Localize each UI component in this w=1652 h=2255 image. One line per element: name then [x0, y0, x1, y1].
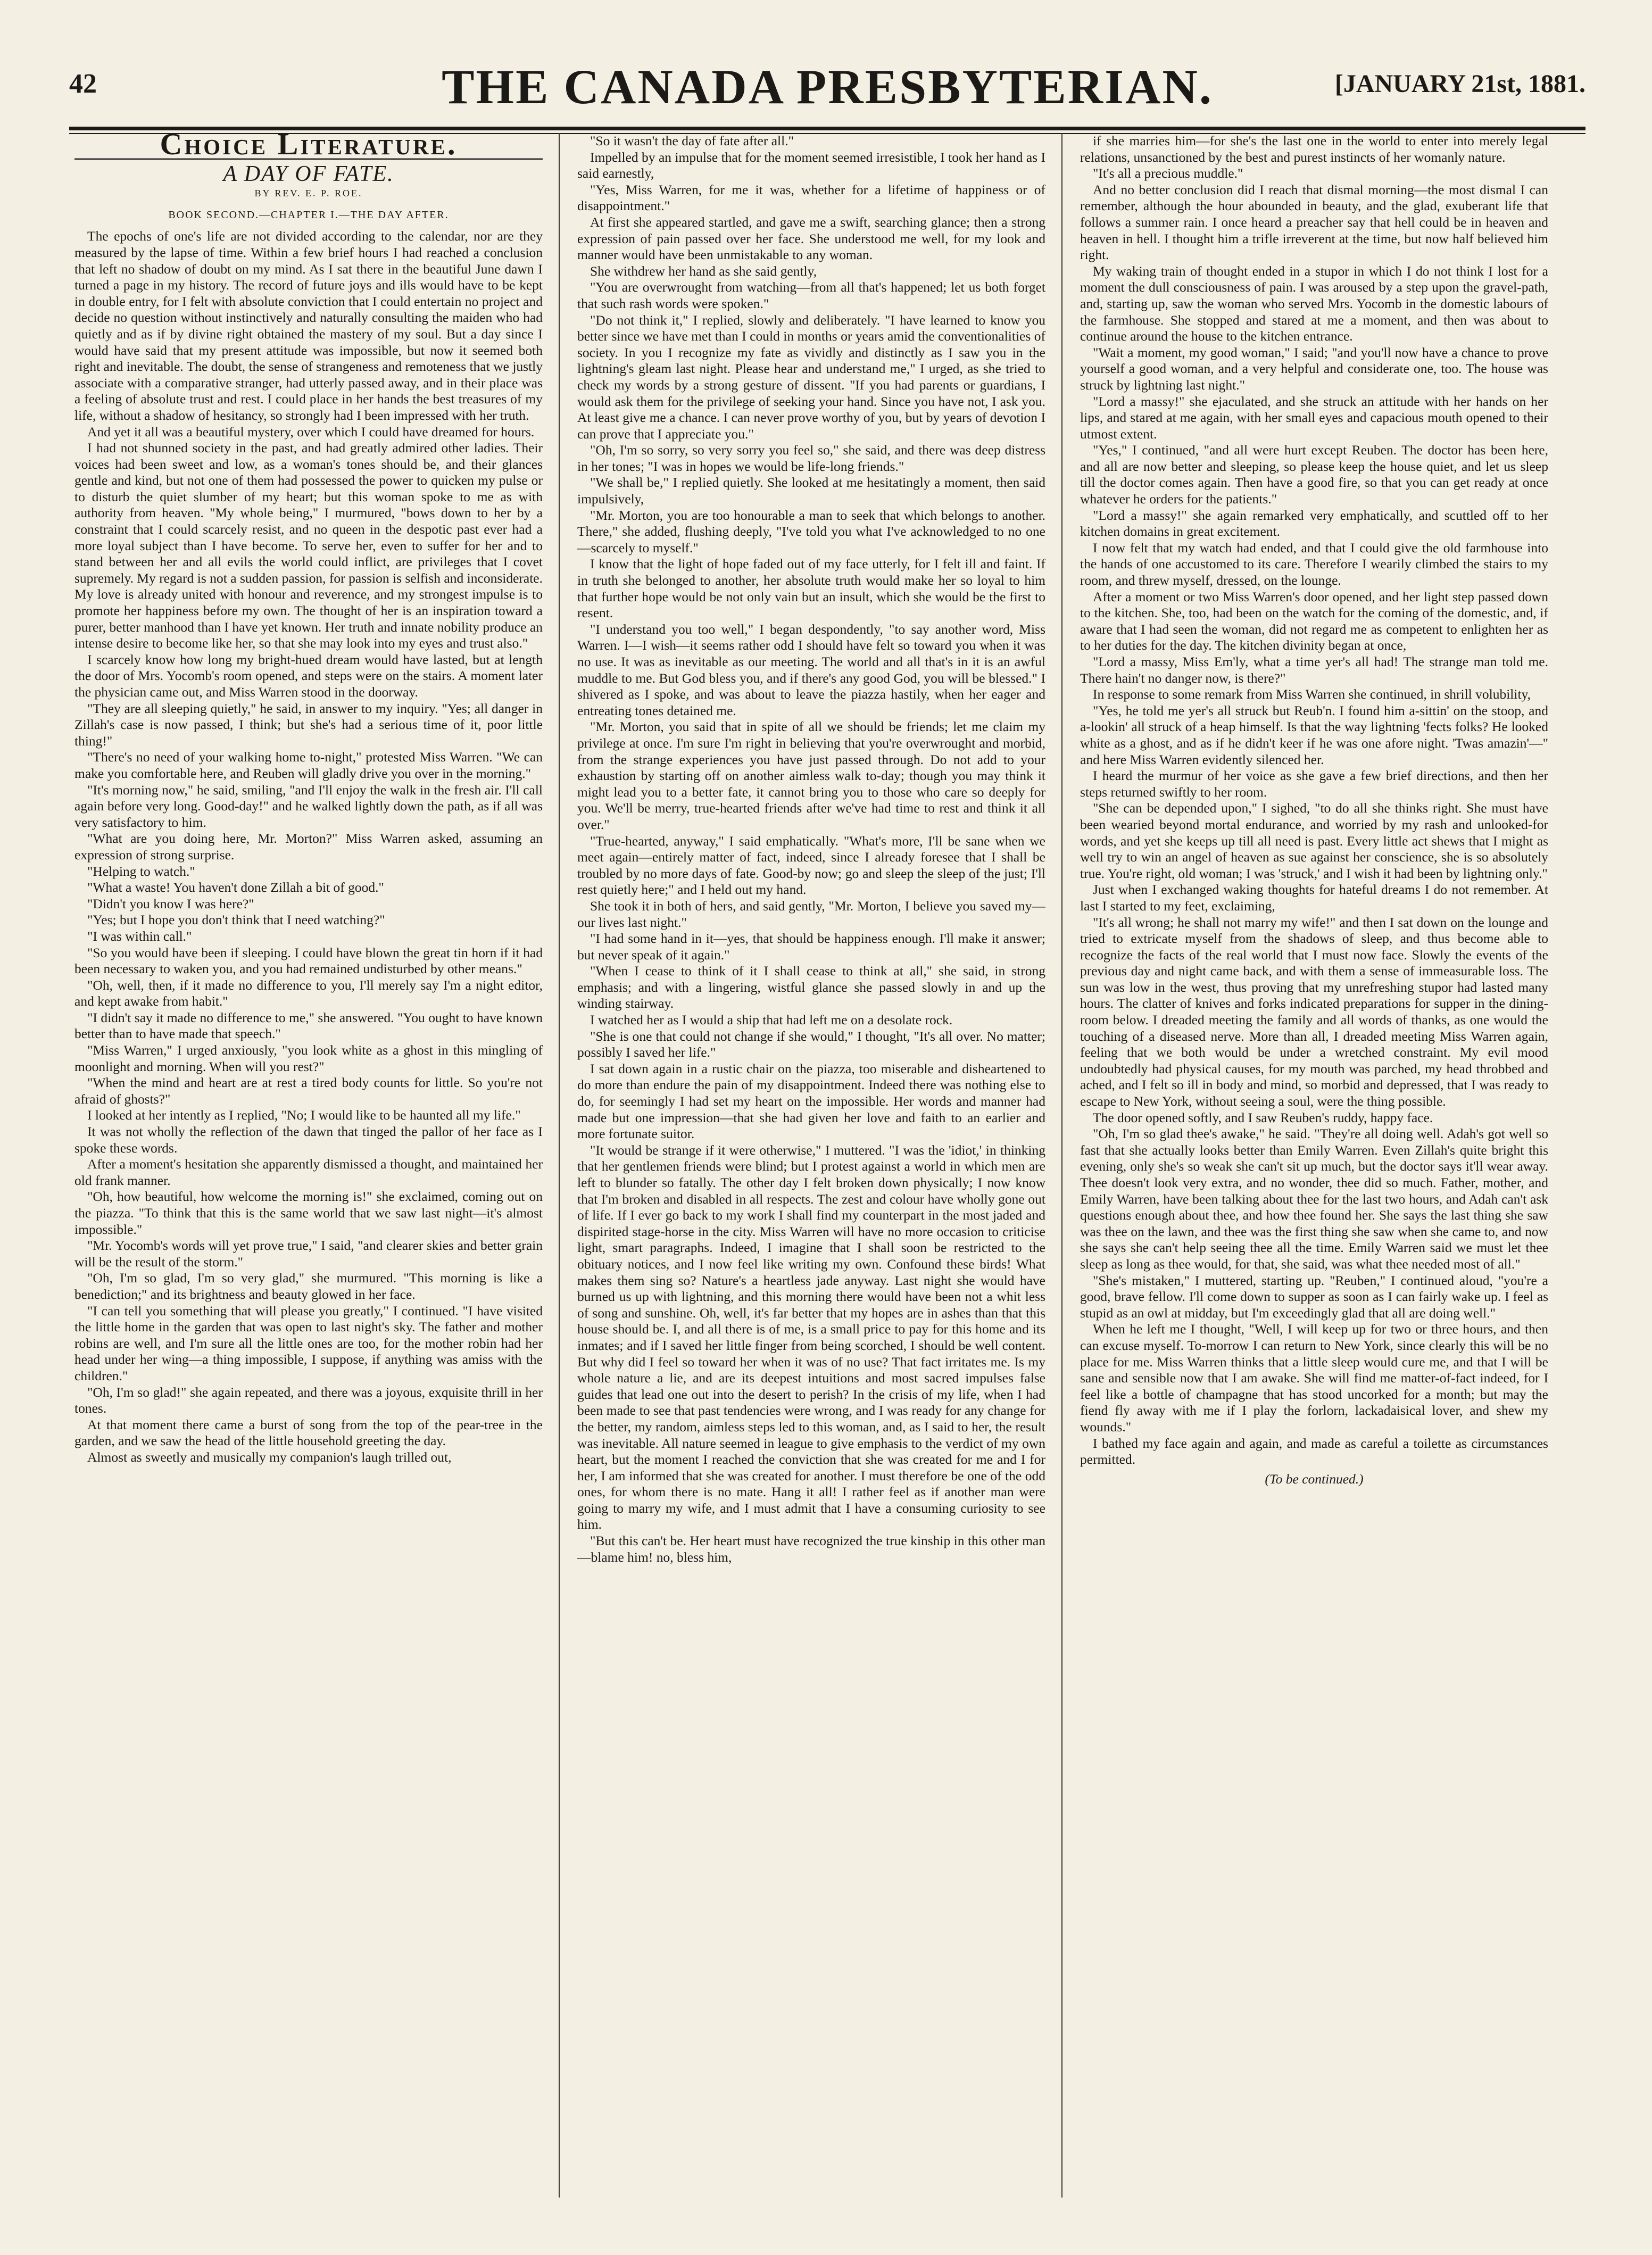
paragraph: "You are overwrought from watching—from all that's happened; let us both forget that such rash words were spoken." [577, 279, 1045, 311]
paragraph: "It's all a precious muddle." [1093, 165, 1243, 181]
column-divider [559, 133, 560, 2198]
paragraph: After a moment's hesitation she apparently dismissed a thought, and maintained her old frank manner. [74, 1156, 543, 1188]
paragraph: I had not shunned society in the past, and had greatly admired other ladies. Their voices had been sweet and low, as a woman's tones should be, and their glances gentle and kind, but not one of them had possessed the power to quicken my pulse or to disturb the quiet slumber of my heart; but this woman spoke to me as with authority from heaven. "My whole being," I murmured, "bows down to her by a constraint that I could scarcely resist, and no queen in the despotic past ever had a more loyal subject than I have become. To serve her, even to suffer for her and to stand between her and all evils the world could inflict, are privileges that I covet supremely. My regard is not a sudden passion, for passion is selfish and inconsiderate. My love is already united with honour and reverence, and my strongest impulse is to promote her happiness before my own. The thought of her is an inspiration toward a purer, better manhood than I have yet known. Her truth and innate nobility produce an intense desire to become like her, so that she may look into my eyes and trust also." [74, 440, 543, 651]
paragraph: "Oh, I'm so glad, I'm so very glad," she murmured. "This morning is like a benediction;" and its brightness and beauty glowed in her face. [74, 1270, 543, 1302]
paragraph: "Didn't you know I was here?" [87, 896, 254, 911]
paragraph: "It's all wrong; he shall not marry my wife!" and then I sat down on the lounge and tried to extricate myself from the shadows of sleep, and thus become able to recognize the facts of the real world that I must now face. Slowly the events of the previous day and night came back, and with them a sense of immeasurable loss. The sun was low in the west, thus proving that my unrefreshing stupor had lasted many hours. The clatter of knives and forks indicated preparations for supper in the dining-room below. I dreaded meeting the family and all words of thanks, as one would the touching of a diseased nerve. More than all, I dreaded meeting Miss Warren again, feeling that we both would be under a wretched constraint. My evil mood undoubtedly had physical causes, for my mouth was parched, my head throbbed and ached, and I felt so ill in body and mind, so morbid and depressed, that I was ready to escape to New York, without seeing a soul, were the thing possible. [1080, 914, 1548, 1109]
paragraph: if she marries him—for she's the last one in the world to enter into merely legal relations, unsanctioned by the best and purest instincts of her womanly nature. [1080, 133, 1548, 165]
page-number: 42 [69, 69, 97, 99]
paragraph: I heard the murmur of her voice as she gave a few brief directions, and then her steps returned swiftly to her room. [1080, 768, 1548, 800]
section-title: Choice Literature. [74, 136, 543, 160]
paragraph: "Mr. Morton, you are too honourable a man to seek that which belongs to another. There," she added, flushing deeply, "I've told you what I've acknowledged to no one—scarcely to myself." [577, 507, 1045, 556]
paragraph: "I had some hand in it—yes, that should be happiness enough. I'll make it answer; but never speak of it again." [577, 931, 1045, 963]
paragraph: "Oh, I'm so glad thee's awake," he said. "They're all doing well. Adah's got well so fast that she actually looks better than Emily Warren. Even Zillah's quite bright this evening, only she's so weak she can't sit up much, but the doctor says it'll wear away. Thee doesn't look very extra, and no wonder, thee did so much. Father, mother, and Emily Warren, have been talking about thee for the last two hours, and Adah can't ask questions enough about thee, and how thee found her. She says the last thing she saw was thee on the lawn, and thee was the first thing she saw when she came to, and now she says she can't help seeing thee all the time. Emily Warren said we must let thee sleep as long as thee would, for that, she said, was what thee needed most of all." [1080, 1126, 1548, 1272]
paragraph: "Helping to watch." [87, 863, 195, 879]
column-1-text [74, 228, 543, 1465]
story-title: A DAY OF FATE. [223, 161, 394, 186]
paragraph: "True-hearted, anyway," I said emphatically. "What's more, I'll be sane when we meet again—entirely matter of fact, indeed, since I already foresee that I shall be troubled by no more days of fate. Good-by now; go and sleep the sleep of the just; I'll rest quietly here;" and I held out my hand. [577, 833, 1045, 898]
paragraph: "So you would have been if sleeping. I could have blown the great tin horn if it had been necessary to waken you, and you had remained undisturbed by other means." [74, 944, 543, 977]
paragraph: "Yes, he told me yer's all struck but Reub'n. I found him a-sittin' on the stoop, and a-lookin' all struck of a heap himself. Is that the way lightning 'fects folks? He looked white as a ghost, and as if he didn't keer if he was one afore night. 'Twas amazin'—" and here Miss Warren evidently silenced her. [1080, 702, 1548, 767]
column-2 [577, 133, 1045, 2198]
paragraph: "Yes, Miss Warren, for me it was, whether for a lifetime of happiness or of disappointment." [577, 181, 1045, 214]
paragraph: "She can be depended upon," I sighed, "to do all she thinks right. She must have been wearied beyond mortal endurance, and worried by my rash and unlooked-for words, and yet she keeps up till all need is past. Every little act shews that I might as well try to win an angel of heaven as sue against her conscience, she is so absolutely true. You're right, old woman; I was 'struck,' and I wish it had been by lightning only." [1080, 800, 1548, 881]
column-divider [1061, 133, 1062, 2198]
paragraph: "Lord a massy, Miss Em'ly, what a time yer's all had! The strange man told me. There hain't no danger now, is there?" [1080, 654, 1548, 686]
paragraph: "So it wasn't the day of fate after all." [590, 133, 794, 148]
paragraph: I bathed my face again and again, and made as careful a toilette as circumstances permitted. [1080, 1435, 1548, 1468]
paragraph: And yet it all was a beautiful mystery, over which I could have dreamed for hours. [87, 424, 535, 440]
paragraph: "What are you doing here, Mr. Morton?" Miss Warren asked, assuming an expression of strong surprise. [74, 831, 543, 863]
paragraph: "They are all sleeping quietly," he said, in answer to my inquiry. "Yes; all danger in Zillah's case is now passed, I think; but she's had a serious time of it, poor little thing!" [74, 700, 543, 749]
issue-date: [JANUARY 21st, 1881. [1334, 70, 1585, 98]
paragraph: She withdrew her hand as she said gently, [590, 263, 817, 279]
paragraph: "I can tell you something that will please you greatly," I continued. "I have visited the little home in the garden that was open to last night's sky. The father and mother robins are well, and I'm sure all the little ones are too, for the mother robin had her head under her wing—a thing impossible, I suppose, if anything was amiss with the children." [74, 1303, 543, 1383]
paragraph: I looked at her intently as I replied, "No; I would like to be haunted all my life." [87, 1107, 521, 1123]
paragraph: I scarcely know how long my bright-hued dream would have lasted, but at length the door of Mrs. Yocomb's room opened, and steps were on the stairs. A moment later the physician came out, and Miss Warren stood in the doorway. [74, 651, 543, 700]
paragraph: "Miss Warren," I urged anxiously, "you look white as a ghost in this mingling of moonlight and morning. When will you rest?" [74, 1042, 543, 1074]
paragraph: The epochs of one's life are not divided according to the calendar, nor are they measured by the lapse of time. Within a few brief hours I had reached a conclusion that left no shadow of doubt on my mind. As I sat there in the beautiful June dawn I turned a page in my history. The record of future joys and ills would have to be kept in double entry, for I felt with absolute conviction that I could entertain no project and decide no question without instinctively and naturally consulting the maiden who had quietly and as if by divine right obtained the mastery of my soul. But a day since I would have said that my present attitude was impossible, but now it seemed both right and inevitable. The doubt, the sense of strangeness and remoteness that we justly associate with a comparative stranger, had utterly passed away, and in their place was a feeling of absolute trust and rest. I could place in her hands the best treasures of my life, without a shadow of hesitancy, so strongly had I been impressed with her truth. [74, 228, 543, 423]
paragraph: "Wait a moment, my good woman," I said; "and you'll now have a chance to prove yourself a good woman, and a very helpful and considerate one, too. The house was struck by lightning last night." [1080, 344, 1548, 393]
paragraph: "I didn't say it made no difference to me," she answered. "You ought to have known better than to have made that speech." [74, 1009, 543, 1042]
paragraph: "Do not think it," I replied, slowly and deliberately. "I have learned to know you better since we have met than I could in months or years amid the conventionalities of society. In you I recognize my fate as vividly and distinctly as I saw you in the lightning's gleam last night. Please hear and understand me," I urged, as she tried to check my words by a strong gesture of dissent. "If you had parents or guardians, I would ask them for the privilege of seeking your hand. Since you have not, I ask you. At least give me a chance. I can never prove worthy of you, but by years of devotion I can prove that I appreciate you." [577, 312, 1045, 442]
paragraph: I know that the light of hope faded out of my face utterly, for I felt ill and faint. If in truth she belonged to another, her absolute truth would make her so loyal to him that further hope would be not only vain but an insult, which she would be the first to resent. [577, 556, 1045, 621]
paragraph: I now felt that my watch had ended, and that I could give the old farmhouse into the hands of one accustomed to its care. Therefore I wearily climbed the stairs to my room, and threw myself, dressed, on the lounge. [1080, 540, 1548, 588]
paragraph: "We shall be," I replied quietly. She looked at me hesitatingly a moment, then said impulsively, [577, 475, 1045, 507]
paragraph: "I understand you too well," I began despondently, "to say another word, Miss Warren. I—I wish—it seems rather odd I should have felt so toward you when it was no use. It was as inevitable as our meeting. The world and all that's in it is an awful muddle to me. But God bless you, and if there's any good God, you will be blessed." I shivered as I spoke, and was about to leave the piazza hastily, when her eager and entreating tones detained me. [577, 621, 1045, 718]
column-2-text [577, 133, 1045, 1565]
story-byline: BY REV. E. P. ROE. [254, 188, 363, 199]
paragraph: "Mr. Yocomb's words will yet prove true," I said, "and clearer skies and better grain will be the result of the storm." [74, 1238, 543, 1270]
paragraph: Impelled by an impulse that for the moment seemed irresistible, I took her hand as I said earnestly, [577, 149, 1045, 181]
paragraph: "But this can't be. Her heart must have recognized the true kinship in this other man—blame him! no, bless him, [577, 1533, 1045, 1565]
paragraph: The door opened softly, and I saw Reuben's ruddy, happy face. [1093, 1109, 1433, 1125]
paragraph: "Yes," I continued, "and all were hurt except Reuben. The doctor has been here, and all are now better and sleeping, so please keep the house quiet, and let us sleep till the doctor comes again. Then have a good fire, so that you can get ready at once whatever he orders for the patients." [1080, 442, 1548, 507]
publication-title: THE CANADA PRESBYTERIAN. [442, 60, 1213, 114]
paragraph: Almost as sweetly and musically my companion's laugh trilled out, [87, 1449, 452, 1465]
paragraph: At first she appeared startled, and gave me a swift, searching glance; then a strong expression of pain passed over her face. She understood me well, for my look and manner would have been unmistakable to any woman. [577, 214, 1045, 263]
paragraph: After a moment or two Miss Warren's door opened, and her light step passed down to the kitchen. She, too, had been on the watch for the coming of the domestic, and, if aware that I had seen the woman, did not regard me as competent to enlighten her as to her duties for the day. The kitchen divinity began at once, [1080, 588, 1548, 653]
paragraph: "Oh, well, then, if it made no difference to you, I'll merely say I'm a night editor, and kept awake from habit." [74, 977, 543, 1009]
paragraph: "She's mistaken," I muttered, starting up. "Reuben," I continued aloud, "you're a good, brave fellow. I'll come down to supper as soon as I can fairly wake up. I feel as stupid as an owl at midday, but I'm exceedingly glad that all are doing well." [1080, 1272, 1548, 1321]
header-rule [69, 127, 1585, 130]
paragraph: "Lord a massy!" she again remarked very emphatically, and scuttled off to her kitchen domains in great excitement. [1080, 507, 1548, 540]
paragraph: My waking train of thought ended in a stupor in which I do not think I lost for a moment the dull consciousness of pain. I was aroused by a step upon the gravel-path, and, starting up, saw the woman who served Mrs. Yocomb in the domestic labours of the farmhouse. She stopped and stared at me a moment, and then was about to continue around the house to the kitchen entrance. [1080, 263, 1548, 344]
paragraph: "When I cease to think of it I shall cease to think at all," she said, in strong emphasis; and with a lingering, wistful glance she passed slowly in and up the winding stairway. [577, 963, 1045, 1012]
paragraph: At that moment there came a burst of song from the top of the pear-tree in the garden, and we saw the head of the little household greeting the day. [74, 1416, 543, 1449]
paragraph: "It would be strange if it were otherwise," I muttered. "I was the 'idiot,' in thinking that her gentlemen friends were blind; but I protest against a world in which men are left to blunder so fatally. The other day I felt broken down physically; I now know that I'm broken and disabled in all respects. The zest and colour have wholly gone out of life. If I ever go back to my work I shall find my counterpart in the most jaded and dispirited stage-horse in the city. Miss Warren will have no more occasion to criticise light, smart paragraphs. Indeed, I imagine that I shall soon be restricted to the obituary notices, and I now feel like writing my own. Confound these birds! What makes them sing so? Nature's a heartless jade anyway. Last night she would have burned us up with lightning, and this morning there would have been not a whit less of song and sunshine. Oh, well, it's far better that my hopes are in ashes than that this house should be. I, and all there is of me, is a small price to pay for this home and its inmates; and if I saved her little finger from being scorched, I should be well content. But why did I feel so toward her when it was of no use? That fact irritates me. Is my whole nature a lie, and are its deepest intuitions and most sacred impulses false guides that lead one out into the desert to perish? In the crisis of my life, when I had been made to see that past tendencies were wrong, and I was ready for any change for the better, my random, aimless steps led to this woman, and, as I said to her, the result was inevitable. All nature seemed in league to give emphasis to the verdict of my own heart, but the moment I reached the conviction that she was created for me and I for her, I am informed that she was created for another. I must therefore be one of the odd ones, for whom there is no mate. Hang it all! I rather feel as if another man were going to marry my wife, and I must admit that I have a consuming curiosity to see him. [577, 1142, 1045, 1532]
paragraph: "Oh, how beautiful, how welcome the morning is!" she exclaimed, coming out on the piazza. "To think that this is the same world that we saw last night—it's almost impossible." [74, 1189, 543, 1237]
to-be-continued: (To be continued.) [1265, 1471, 1364, 1487]
paragraph: It was not wholly the reflection of the dawn that tinged the pallor of her face as I spoke these words. [74, 1124, 543, 1156]
column-3 [1080, 133, 1548, 2198]
column-3-text [1080, 133, 1548, 1468]
page-header [69, 47, 1585, 127]
paragraph: I sat down again in a rustic chair on the piazza, too miserable and disheartened to do more than endure the pain of my disappointment. Indeed there was nothing else to do, for seemingly I had set my heart on the impossible. Her words and manner had made but one impression—that she had given her love and faith to an earlier and more fortunate suitor. [577, 1060, 1045, 1142]
paragraph: "Lord a massy!" she ejaculated, and she struck an attitude with her hands on her lips, and stared at me again, with her small eyes and capacious mouth opened to their utmost extent. [1080, 393, 1548, 442]
paragraph: Just when I exchanged waking thoughts for hateful dreams I do not remember. At last I started to my feet, exclaiming, [1080, 882, 1548, 914]
paragraph: "I was within call." [87, 928, 192, 944]
chapter-heading: BOOK SECOND.—CHAPTER I.—THE DAY AFTER. [168, 209, 449, 221]
paragraph: "She is one that could not change if she would," I thought, "It's all over. No matter; possibly I saved her life." [577, 1028, 1045, 1060]
paragraph: "It's morning now," he said, smiling, "and I'll enjoy the walk in the fresh air. I'll call again before very long. Good-day!" and he walked lightly down the path, as if all was very satisfactory to him. [74, 782, 543, 830]
paragraph: "Yes; but I hope you don't think that I need watching?" [87, 912, 385, 928]
paragraph: In response to some remark from Miss Warren she continued, in shrill volubility, [1093, 686, 1531, 702]
paragraph: "Oh, I'm so sorry, so very sorry you feel so," she said, and there was deep distress in her tones; "I was in hopes we would be life-long friends." [577, 442, 1045, 474]
paragraph: "There's no need of your walking home to-night," protested Miss Warren. "We can make you comfortable here, and Reuben will gladly drive you over in the morning." [74, 749, 543, 781]
paragraph: "What a waste! You haven't done Zillah a bit of good." [87, 880, 384, 896]
paragraph: She took it in both of hers, and said gently, "Mr. Morton, I believe you saved my—our lives last night." [577, 898, 1045, 930]
paragraph: And no better conclusion did I reach that dismal morning—the most dismal I can remember, although the hour abounded in beauty, and the glad, exuberant life that follows a summer rain. I once heard a preacher say that hell could be in heaven and heaven in hell. I thought him a trifle irreverent at the time, but now half believed him right. [1080, 181, 1548, 263]
paragraph: When he left me I thought, "Well, I will keep up for two or three hours, and then can excuse myself. To-morrow I can return to New York, since clearly this will be no place for me. Miss Warren thinks that a little sleep would cure me, and that I will be sane and sensible now that I am awake. She will find me matter-of-fact indeed, for I feel like a bottle of champagne that has stood uncorked for a month; but may the fiend fly away with me if I play the forlorn, lackadaisical lover, and shew my wounds." [1080, 1321, 1548, 1435]
paragraph: "Oh, I'm so glad!" she again repeated, and there was a joyous, exquisite thrill in her tones. [74, 1384, 543, 1416]
paragraph: I watched her as I would a ship that had left me on a desolate rock. [590, 1012, 953, 1028]
column-1 [74, 133, 543, 2198]
paragraph: "Mr. Morton, you said that in spite of all we should be friends; let me claim my privilege at once. I'm sure I'm right in believing that you're overwrought and morbid, from the strange experiences you have just passed through. Do not add to your exhaustion by starting off on another aimless walk to-day; though you may think it might lead you to a better fate, it cannot bring you to those who care so deeply for you. We'll be merry, true-hearted friends after we've had time to rest and think it all over." [577, 719, 1045, 832]
paragraph: "When the mind and heart are at rest a tired body counts for little. So you're not afraid of ghosts?" [74, 1075, 543, 1107]
